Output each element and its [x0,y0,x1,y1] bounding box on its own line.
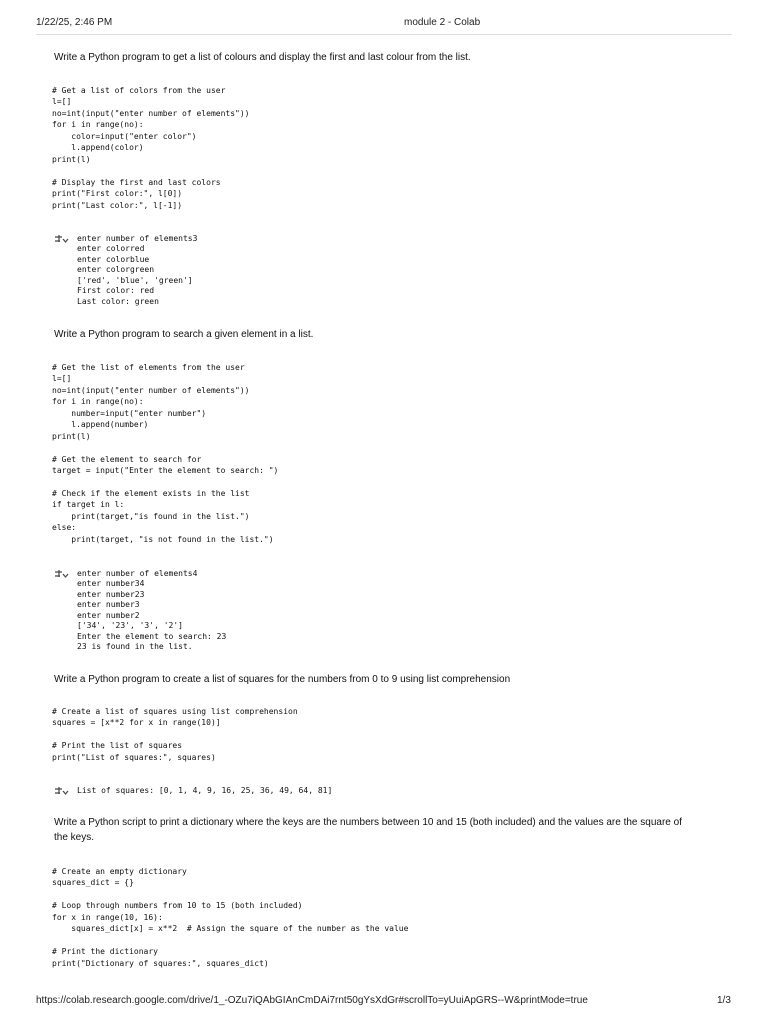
code-cell-2[interactable]: # Get the list of elements from the user l=[] no=int(input("enter number of elements")) for i in range(no): number=input("enter number") l.append(number) print(l) # Get the element to search for target = input("Enter the element to search: ") # Check if the element exists in the list if target in l: print(target,"is found in the list.") else: print(target, "is not found in the list.") [52,363,279,544]
output-arrow-icon [53,569,69,581]
code-cell-3[interactable]: # Create a list of squares using list comprehension squares = [x**2 for x in range(10)] # Print the list of squares print("List of squares:", squares) [52,707,298,762]
header-divider [36,34,732,35]
text-cell-2: Write a Python program to search a given element in a list. [54,329,314,340]
text-cell-4: Write a Python script to print a dictionary where the keys are the numbers between 10 and 15 (both included) and the values are the square of [54,817,682,828]
text-cell-1: Write a Python program to get a list of colours and display the first and last colour from the list. [54,52,471,63]
print-footer-url[interactable]: https://colab.research.google.com/drive/1_-OZu7iQAbGIAnCmDAi7rnt50gYsXdGr#scrollTo=yUuiApGRS--W&printMode=true [36,995,588,1006]
output-cell-1: enter number of elements3 enter colorred enter colorblue enter colorgreen ['red', 'blue', 'green'] First color: red Last color: green [77,234,198,306]
output-cell-3: List of squares: [0, 1, 4, 9, 16, 25, 36, 49, 64, 81] [77,786,333,795]
output-arrow-icon [53,234,69,246]
print-header-datetime: 1/22/25, 2:46 PM [36,17,113,28]
code-cell-1[interactable]: # Get a list of colors from the user l=[] no=int(input("enter number of elements")) for i in range(no): color=input("enter color") l.append(color) print(l) # Display the first and last colors print("First color:", l[0]) print("Last color:", l[-1]) [52,86,250,210]
output-cell-2: enter number of elements4 enter number34 enter number23 enter number3 enter number2 ['34', '23', '3', '2'] Enter the element to search: 23 23 is found in the list. [77,569,227,652]
text-cell-4-cont: the keys. [54,832,95,843]
print-footer-page: 1/3 [717,995,731,1006]
output-arrow-icon [53,786,69,798]
code-cell-4[interactable]: # Create an empty dictionary squares_dict = {} # Loop through numbers from 10 to 15 (both included) for x in range(10, 16): squares_dict[x] = x**2 # Assign the square of the number as the value # Print the dictionary print("Dictionary of squares:", squares_dict) [52,867,409,968]
text-cell-3: Write a Python program to create a list of squares for the numbers from 0 to 9 using list comprehension [54,674,511,685]
print-header-title: module 2 - Colab [404,17,481,28]
